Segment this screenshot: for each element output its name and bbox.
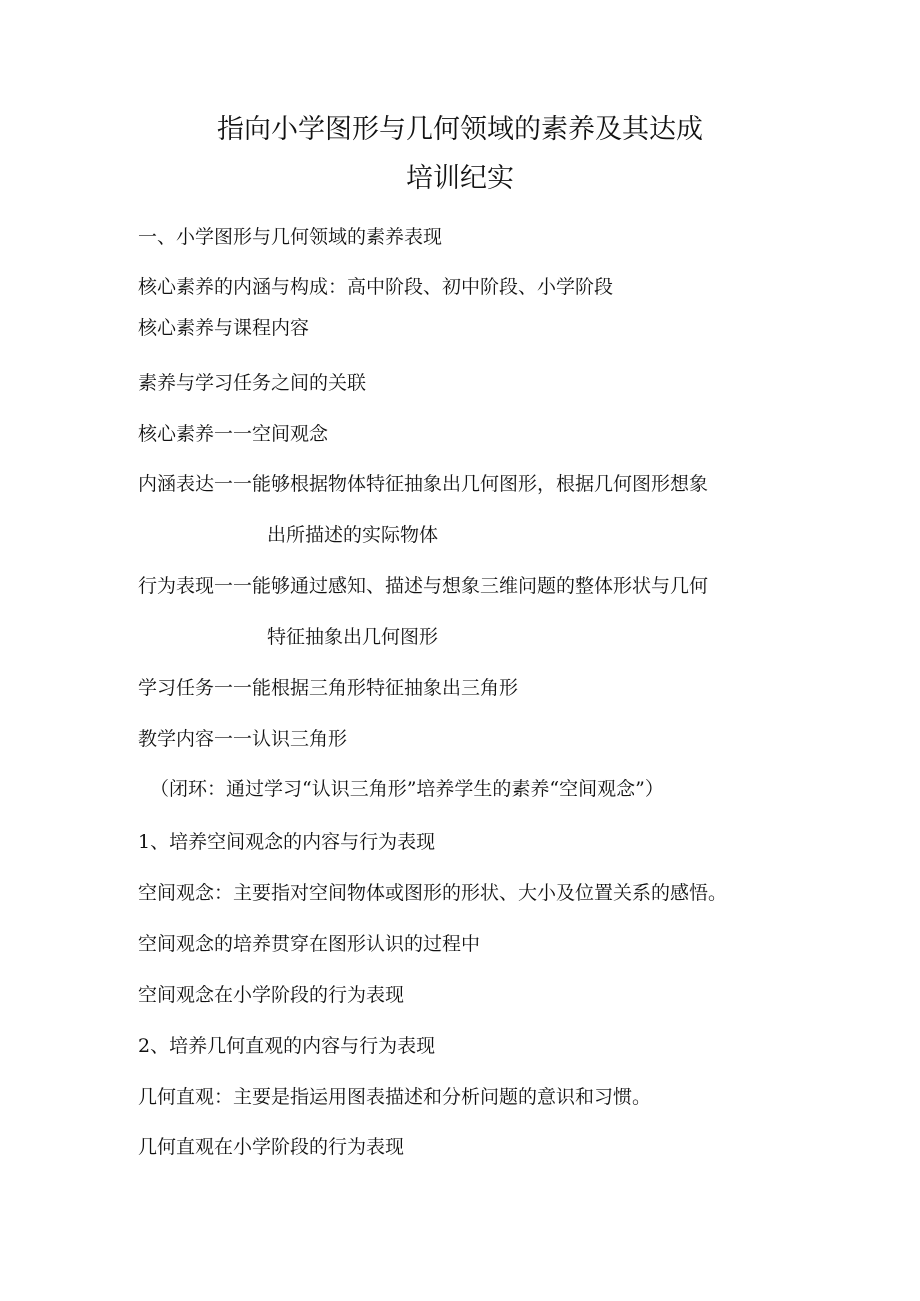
paragraph-line: 学习任务一一能根据三角形特征抽象出三角形 [138,677,519,699]
paragraph-line: 内涵表达一一能够根据物体特征抽象出几何图形，根据几何图形想象 [138,473,709,495]
section-heading: 一、小学图形与几何领域的素养表现 [138,226,443,248]
paragraph-line: 核心素养与课程内容 [138,317,310,339]
paragraph-line: 空间观念在小学阶段的行为表现 [138,984,405,1006]
subsection-heading: 1、培养空间观念的内容与行为表现 [138,831,436,853]
paragraph-line: 几何直观在小学阶段的行为表现 [138,1136,405,1158]
document-title: 指向小学图形与几何领域的素养及其达成 [217,114,703,145]
paragraph-line: 空间观念的培养贯穿在图形认识的过程中 [138,933,481,955]
subsection-heading: 2、培养几何直观的内容与行为表现 [138,1035,436,1057]
paragraph-line: 核心素养的内涵与构成：高中阶段、初中阶段、小学阶段 [138,276,614,298]
document-subtitle: 培训纪实 [406,163,514,194]
paragraph-line: 素养与学习任务之间的关联 [138,372,367,394]
paragraph-line: 核心素养一一空间观念 [138,423,329,445]
paragraph-line: 教学内容一一认识三角形 [138,728,348,750]
paragraph-line-continued: 出所描述的实际物体 [267,524,439,546]
paragraph-line: 几何直观：主要是指运用图表描述和分析问题的意识和习惯。 [138,1086,652,1108]
paragraph-line: 行为表现一一能够通过感知、描述与想象三维问题的整体形状与几何 [138,575,709,597]
paragraph-line: 空间观念：主要指对空间物体或图形的形状、大小及位置关系的感悟。 [138,882,728,904]
paragraph-line-continued: 特征抽象出几何图形 [267,626,439,648]
parenthetical-note: （闭环：通过学习“认识三角形”培养学生的素养“空间观念”） [150,778,664,800]
